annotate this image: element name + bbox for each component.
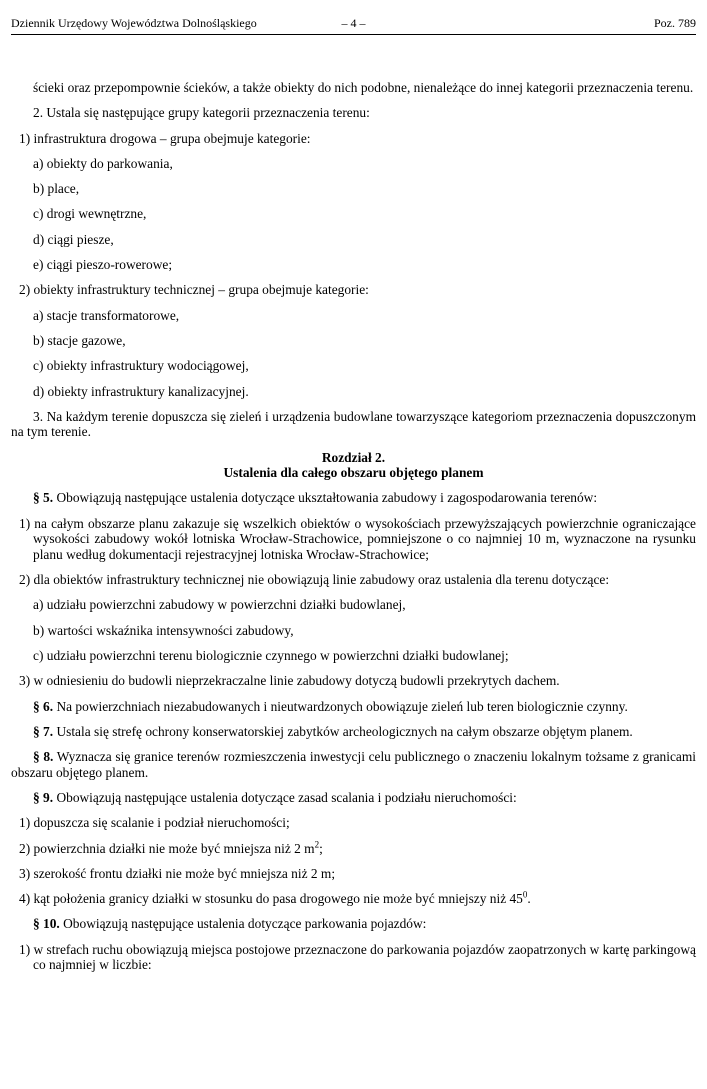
section-5-point-2-item: b) wartości wskaźnika intensywności zabudowy, <box>33 622 294 638</box>
section-9-point-4-text: 4) kąt położenia granicy działki w stosunku do pasa drogowego nie może być mniejszy niż 45 <box>19 891 523 907</box>
section-9-point-2 <box>11 841 696 857</box>
section-5-point-2-item: c) udziału powierzchni terenu biologicznie czynnego w powierzchni działki budowlanej; <box>33 647 509 663</box>
group-2-item: a) stacje transformatorowe, <box>33 307 180 323</box>
group-2-item: c) obiekty infrastruktury wodociągowej, <box>33 358 249 374</box>
section-10-point-1: 1) w strefach ruchu obowiązują miejsca postojowe przeznaczone do parkowania pojazdów zaopatrzonych w kartę parkingową co najmniej w liczbie: <box>19 941 696 973</box>
section-9-point-4 <box>11 891 696 907</box>
paragraph-3: 3. Na każdym terenie dopuszcza się zieleń i urządzenia budowlane towarzyszące kategoriom przeznaczenia dopuszczonym na tym terenie. <box>11 408 696 440</box>
superscript: 0 <box>522 889 528 900</box>
section-5 <box>11 490 696 506</box>
section-9-point-3: 3) szerokość frontu działki nie może być mniejsza niż 2 m; <box>19 865 336 881</box>
group-2-item: b) stacje gazowe, <box>33 332 126 348</box>
chapter-number: Rozdział 2. <box>321 449 386 465</box>
section-10-mark: § 10. <box>33 916 60 932</box>
chapter-title: Ustalenia dla całego obszaru objętego planem <box>223 465 484 481</box>
header-position: Poz. 789 <box>654 16 696 30</box>
section-5-text: Obowiązują następujące ustalenia dotyczące ukształtowania zabudowy i zagospodarowania terenów: <box>56 490 598 506</box>
document-body <box>11 80 696 983</box>
section-5-mark: § 5. <box>33 490 54 506</box>
paragraph-continuation: ścieki oraz przepompownie ścieków, a także obiekty do nich podobne, nienależące do innej kategorii przeznaczenia terenu. <box>33 80 694 95</box>
section-6-text: Na powierzchniach niezabudowanych i nieutwardzonych obowiązuje zieleń lub teren biologicznie czynny. <box>56 698 628 714</box>
page-header <box>11 12 696 35</box>
section-5-point-2: 2) dla obiektów infrastruktury technicznej nie obowiązują linie zabudowy oraz ustalenia dla terenu dotyczące: <box>19 572 610 588</box>
punctuation: ; <box>319 840 323 856</box>
section-9-text: Obowiązują następujące ustalenia dotyczące zasad scalania i podziału nieruchomości: <box>56 789 517 805</box>
section-6-mark: § 6. <box>33 698 54 714</box>
section-8 <box>11 749 696 780</box>
section-9 <box>11 790 696 806</box>
section-7-mark: § 7. <box>33 723 54 739</box>
paragraph-2: 2. Ustala się następujące grupy kategorii przeznaczenia terenu: <box>33 105 370 121</box>
chapter-heading <box>11 450 696 481</box>
section-7 <box>11 724 696 740</box>
section-9-point-1: 1) dopuszcza się scalanie i podział nieruchomości; <box>19 815 290 831</box>
group-1-item: e) ciągi pieszo-rowerowe; <box>33 257 173 273</box>
group-2-item: d) obiekty infrastruktury kanalizacyjnej. <box>33 383 249 399</box>
header-journal-title: Dziennik Urzędowy Województwa Dolnośląskiego <box>11 16 257 30</box>
section-5-point-2-item: a) udziału powierzchni zabudowy w powierzchni działki budowlanej, <box>33 597 406 613</box>
header-page-number: – 4 – <box>341 16 366 30</box>
section-10 <box>11 916 696 932</box>
punctuation: . <box>527 891 531 907</box>
section-8-mark: § 8. <box>33 749 54 765</box>
group-1-item: c) drogi wewnętrzne, <box>33 206 147 222</box>
section-7-text: Ustala się strefę ochrony konserwatorskiej zabytków archeologicznych na całym obszarze objętym planem. <box>56 723 633 739</box>
group-1-item: d) ciągi piesze, <box>33 231 114 247</box>
group-1: 1) infrastruktura drogowa – grupa obejmuje kategorie: <box>19 130 311 146</box>
section-10-text: Obowiązują następujące ustalenia dotyczące parkowania pojazdów: <box>63 916 427 932</box>
group-1-item: a) obiekty do parkowania, <box>33 155 173 171</box>
group-2: 2) obiekty infrastruktury technicznej – grupa obejmuje kategorie: <box>19 282 369 298</box>
section-9-point-2-text: 2) powierzchnia działki nie może być mniejsza niż 2 m <box>19 840 315 856</box>
section-6 <box>11 699 696 715</box>
section-8-text: Wyznacza się granice terenów rozmieszczenia inwestycji celu publicznego o znaczeniu lokalnym tożsame z granicami obszaru objętego planem. <box>11 749 696 780</box>
section-5-point-1: 1) na całym obszarze planu zakazuje się wszelkich obiektów o wysokościach przewyższających powierzchnie ograniczające wysokości zabudowy wokół lotniska Wrocław-Strachowice, pomniejszone o co najmniej 10 m, wyznaczone na rysunku planu według dokumentacji rejestracyjnej lotniska Wrocław-Strachowice; <box>19 515 696 562</box>
section-5-point-3: 3) w odniesieniu do budowli nieprzekraczalne linie zabudowy dotyczą budowli przekrytych dachem. <box>19 673 560 689</box>
group-1-item: b) place, <box>33 181 80 197</box>
section-9-mark: § 9. <box>33 789 54 805</box>
superscript: 2 <box>314 839 320 850</box>
